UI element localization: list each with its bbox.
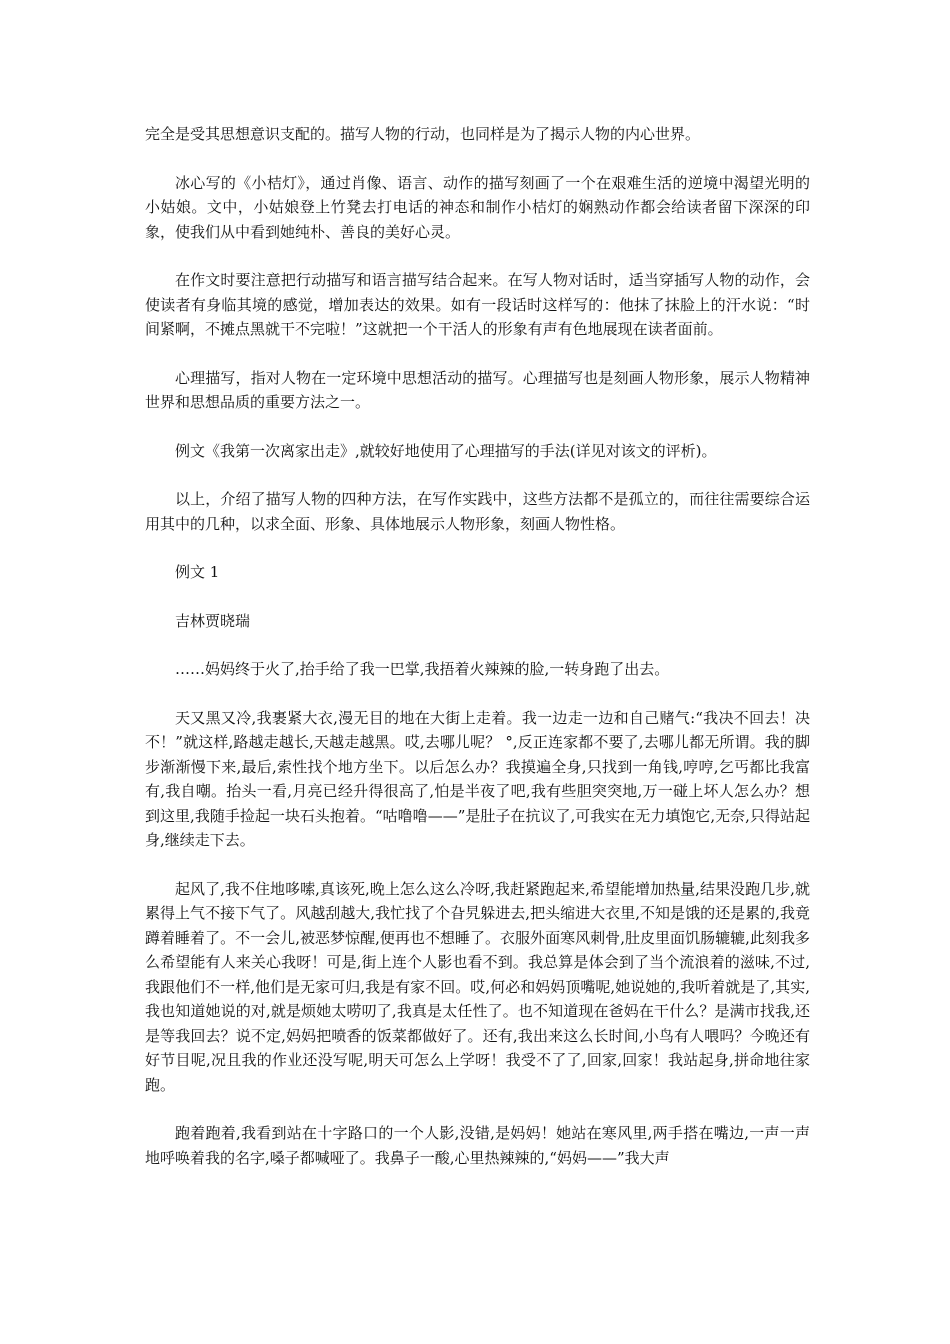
story-paragraph-3: 起风了,我不住地哆嗦,真该死,晚上怎么这么冷呀,我赶紧跑起来,希望能增加热量,结果没跑几步,就累得上气不接下气了。风越刮越大,我忙找了个旮旯躲进去,把头缩进大衣里,不知是饿的还是累的,我竟蹲着睡着了。不一会儿,被恶梦惊醒,便再也不想睡了。衣服外面寒风刺骨,肚皮里面饥肠辘辘,此刻我多么希望能有人来关心我呀！可是,街上连个人影也看不到。我总算是体会到了当个流浪着的滋味,不过,我跟他们不一样,他们是无家可归,我是有家不回。哎,何必和妈妈顶嘴呢,她说她的,我听着就是了,其实,我也知道她说的对,就是烦她太唠叨了,我真是太任性了。也不知道现在爸妈在干什么？是满市找我,还是等我回去？说不定,妈妈把喷香的饭菜都做好了。还有,我出来这么长时间,小鸟有人喂吗？今晚还有好节目呢,况且我的作业还没写呢,明天可怎么上学呀！我受不了了,回家,回家！我站起身,拼命地往家跑。 xyxy=(145,879,810,1094)
paragraph-example-reference: 例文《我第一次离家出走》,就较好地使用了心理描写的手法(详见对该文的评析)。 xyxy=(175,441,717,460)
story-paragraph-1: ……妈妈终于火了,抬手给了我一巴掌,我捂着火辣辣的脸,一转身跑了出去。 xyxy=(175,660,670,678)
paragraph-summary: 以上，介绍了描写人物的四种方法，在写作实践中，这些方法都不是孤立的，而往往需要综合运用其中的几种，以求全面、形象、具体地展示人物形象，刻画人物性格。 xyxy=(145,490,810,533)
example-author: 吉林贾晓瑞 xyxy=(175,611,251,630)
document-page xyxy=(145,122,810,1192)
paragraph-intro-end: 完全是受其思想意识支配的。描写人物的行动，也同样是为了揭示人物的内心世界。 xyxy=(145,125,701,143)
paragraph-xiaojudeng: 冰心写的《小桔灯》，通过肖像、语言、动作的描写刻画了一个在艰难生活的逆境中渴望光明的小姑娘。文中，小姑娘登上竹凳去打电话的神态和制作小桔灯的娴熟动作都会给读者留下深深的印象，使我们从中看到她纯朴、善良的美好心灵。 xyxy=(145,173,810,241)
story-paragraph-2: 天又黑又冷,我裹紧大衣,漫无目的地在大街上走着。我一边走一边和自己赌气:“我决不回去！决不！”就这样,路越走越长,天越走越黑。哎,去哪儿呢？ °,反正连家都不要了,去哪儿都无所谓。我的脚步渐渐慢下来,最后,索性找个地方坐下。以后怎么办？我摸遍全身,只找到一角钱,哼哼,乞丐都比我富有,我自嘲。抬头一看,月亮已经升得很高了,怕是半夜了吧,我有些胆突突地,万一碰上坏人怎么办？想到这里,我随手捡起一块石头抱着。“咕噜噜——”是肚子在抗议了,可我实在无力填饱它,无奈,只得站起身,继续走下去。 xyxy=(145,708,810,849)
example-heading: 例文 1 xyxy=(175,563,220,581)
paragraph-action-dialogue: 在作文时要注意把行动描写和语言描写结合起来。在写人物对话时，适当穿插写人物的动作，会使读者有身临其境的感觉，增加表达的效果。如有一段话时这样写的：他抹了抹脸上的汗水说：“时间紧啊，不摊点黑就干不完啦！”这就把一个干活人的形象有声有色地展现在读者面前。 xyxy=(145,271,810,338)
story-paragraph-4: 跑着跑着,我看到站在十字路口的一个人影,没错,是妈妈！她站在寒风里,两手搭在嘴边,一声一声地呼唤着我的名字,嗓子都喊哑了。我鼻子一酸,心里热辣辣的,“妈妈——”我大声 xyxy=(145,1124,810,1167)
paragraph-psychology: 心理描写，指对人物在一定环境中思想活动的描写。心理描写也是刻画人物形象，展示人物精神世界和思想品质的重要方法之一。 xyxy=(145,368,810,411)
